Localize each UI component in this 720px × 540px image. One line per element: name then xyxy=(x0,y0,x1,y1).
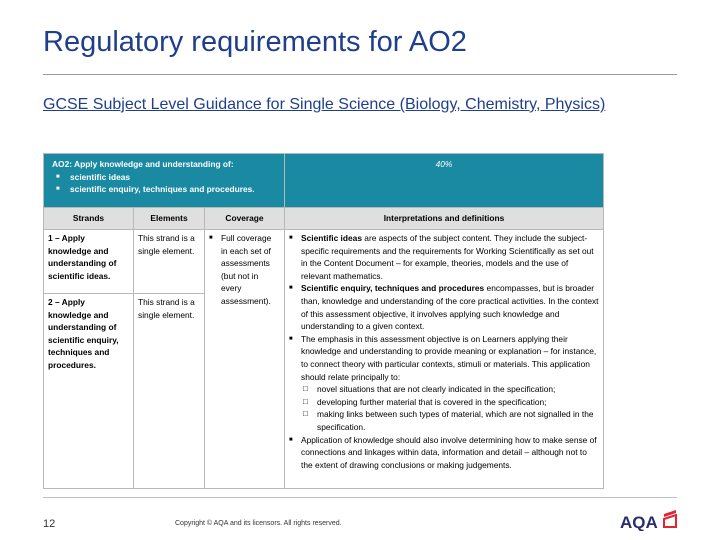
aqa-logo xyxy=(620,509,680,531)
element-cell: This strand is a single element. xyxy=(134,294,205,489)
scientific-enquiry-term: Scientific enquiry, techniques and procedures xyxy=(301,283,485,294)
strand-cell: 1 – Apply knowledge and understanding of scientific ideas. xyxy=(44,230,134,294)
interpretations-cell xyxy=(285,230,604,489)
ao2-item: ■ scientific ideas xyxy=(52,171,276,184)
interpretation-item: ■ Application of knowledge should also involve determining how to make sense of connections and linkages within data, information and detail – although not to the extent of drawing conclusions or making judgements. xyxy=(289,434,599,472)
strand-cell: 2 – Apply knowledge and understanding of scientific enquiry, techniques and procedures. xyxy=(44,294,134,489)
scientific-ideas-definition: are aspects of the subject content. They include the subject-specific requirements and the requirements for Working Scientifically as set out in the Content Document – for example, theories, models and the use of relevant mathematics. xyxy=(301,233,594,281)
scientific-enquiry-definition: encompasses, but is broader than, knowledge and understanding of the core practical activities. In the context of this assessment objective, it involves applying such knowledge and understanding to a given context. xyxy=(301,283,599,332)
coverage-text: ■ Full coverage in each set of assessments (but not in every assessment). xyxy=(209,232,280,308)
ao2-header-cell xyxy=(44,154,285,208)
ao2-requirements-table xyxy=(43,153,604,489)
column-header-elements: Elements xyxy=(134,208,205,230)
interpretations-list xyxy=(289,232,599,471)
guidance-link[interactable]: GCSE Subject Level Guidance for Single Science (Biology, Chemistry, Physics) xyxy=(43,96,606,113)
coverage-cell xyxy=(205,230,285,489)
column-header-strands: Strands xyxy=(44,208,134,230)
title-divider xyxy=(43,74,677,75)
sub-item: □ developing further material that is covered in the specification; xyxy=(301,396,599,409)
page-number: 12 xyxy=(43,518,56,530)
ao2-item-list xyxy=(52,171,276,196)
weighting-cell: 40% xyxy=(285,154,604,208)
scientific-ideas-term: Scientific ideas xyxy=(301,233,362,243)
interpretation-item xyxy=(289,333,599,434)
copyright-notice: Copyright © AQA and its licensors. All rights reserved. xyxy=(175,520,342,527)
interpretation-item xyxy=(289,282,599,332)
element-cell: This strand is a single element. xyxy=(134,230,205,294)
column-header-coverage: Coverage xyxy=(205,208,285,230)
emphasis-text: The emphasis in this assessment objective is on Learners applying their knowledge and understanding to provide meaning or explanation – for instance, to connect theory with particular contexts, stimuli or materials. This application should relate principally to: xyxy=(301,333,597,382)
interpretation-item xyxy=(289,232,599,282)
aqa-logo-text: AQA xyxy=(620,513,658,531)
logo-red-box xyxy=(664,515,676,527)
ao2-item: ■ scientific enquiry, techniques and procedures. xyxy=(52,183,276,196)
ao2-header-label: AO2: Apply knowledge and understanding of: xyxy=(52,159,234,169)
application-sub-list xyxy=(301,383,599,433)
footer-divider xyxy=(43,497,677,498)
sub-item: □ making links between such types of material, which are not signalled in the specification. xyxy=(301,408,599,433)
column-header-interpretations: Interpretations and definitions xyxy=(285,208,604,230)
sub-item: □ novel situations that are not clearly indicated in the specification; xyxy=(301,383,599,396)
slide-title: Regulatory requirements for AO2 xyxy=(43,26,467,58)
